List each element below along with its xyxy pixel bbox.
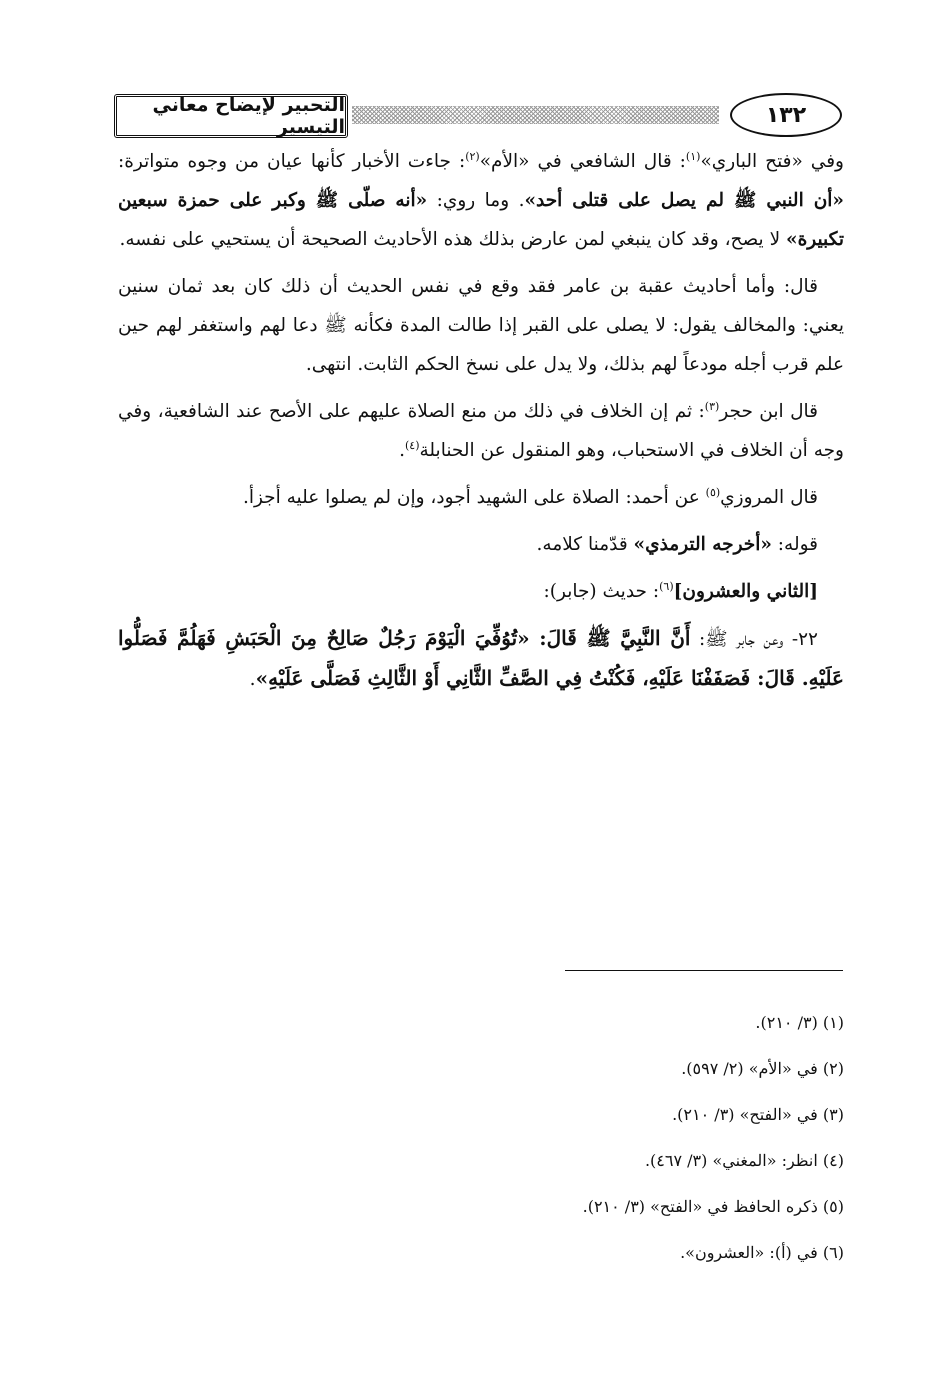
text-run: . bbox=[399, 440, 405, 461]
footnote-ref-3: (٣) bbox=[704, 399, 720, 413]
text-run: : حديث (جابر): bbox=[543, 581, 660, 602]
text-run: : جاءت الأخبار كأنها عيان من وجوه متواترة: bbox=[118, 151, 466, 172]
text-run: : قال الشافعي في «الأم» bbox=[479, 151, 686, 172]
quoted-hadith: «أن النبي ﷺ لم يصل على قتلى أحد» bbox=[524, 190, 844, 211]
paragraph-7 bbox=[118, 619, 844, 699]
text-run: : ثم إن الخلاف في ذلك من منع الصلاة عليهم على الأصح عند الشافعية، وفي وجه أن الخلاف في الاستحباب، وهو المنقول عن الحنابلة bbox=[118, 401, 844, 461]
header-hatch-band bbox=[352, 106, 719, 124]
paragraph-2: قال: وأما أحاديث عقبة بن عامر فقد وقع في نفس الحديث أن ذلك كان بعد ثمان سنين يعني: والمخالف يقول: لا يصلى على القبر إذا طالت المدة فكأنه ﷺ دعا لهم واستغفر لهم حين علم قرب أجله مودعاً لهم بذلك، ولا يدل على نسخ الحكم الثابت. انتهى. bbox=[118, 276, 844, 375]
text-run: قوله: bbox=[771, 534, 818, 555]
text-run: قال ابن حجر bbox=[719, 401, 818, 422]
footnote-separator bbox=[565, 970, 843, 971]
section-heading: [الثاني والعشرون] bbox=[673, 581, 818, 602]
text-run: قال المروزي bbox=[720, 487, 818, 508]
text-run: عن أحمد: الصلاة على الشهيد أجود، وإن لم يصلوا عليه أجزأ. bbox=[242, 487, 706, 508]
footnote-ref-4: (٤) bbox=[404, 438, 420, 452]
main-text bbox=[118, 142, 844, 699]
paragraph-4 bbox=[118, 478, 844, 517]
page-number: ١٣٢ bbox=[730, 93, 842, 137]
footnote-6: (٦) في (أ): «العشرون». bbox=[680, 1243, 844, 1262]
footnote-ref-2: (٢) bbox=[465, 149, 480, 163]
footnote-ref-1: (١) bbox=[685, 149, 701, 163]
quoted-source: «أخرجه الترمذي» bbox=[633, 534, 772, 555]
text-run: ٢٢- وعن جابر ﷺ: bbox=[690, 629, 818, 650]
footnote-ref-5: (٥) bbox=[705, 485, 721, 499]
paragraph-6 bbox=[118, 572, 844, 611]
footnote-ref-6: (٦) bbox=[659, 579, 674, 593]
running-header bbox=[112, 92, 844, 142]
footnote-5: (٥) ذكره الحافظ في «الفتح» (٣/ ٢١٠). bbox=[582, 1197, 844, 1216]
paragraph-3 bbox=[118, 392, 844, 470]
text-run: وفي «فتح الباري» bbox=[700, 151, 844, 172]
paragraph-5 bbox=[118, 525, 844, 564]
footnote-3: (٣) في «الفتح» (٣/ ٢١٠). bbox=[672, 1105, 844, 1124]
footnote-4: (٤) انظر: «المغني» (٣/ ٤٦٧). bbox=[644, 1151, 844, 1170]
text-run: لا يصح، وقد كان ينبغي لمن عارض بذلك هذه الأحاديث الصحيحة أن يستحيي على نفسه. bbox=[119, 229, 786, 250]
quoted-hadith: «أنه صلّى ﷺ وكبر على حمزة سبعين تكبيرة» bbox=[118, 190, 844, 250]
book-title: التحبير لإيضاح معاني التيسير bbox=[114, 94, 348, 138]
text-run: . bbox=[249, 669, 256, 690]
paragraph-1 bbox=[118, 142, 844, 259]
text-run: . وما روي: bbox=[427, 190, 525, 211]
footnotes bbox=[300, 1000, 844, 1276]
hadith-text: أَنَّ النَّبِيَّ ﷺ قَالَ: «تُوُفِّيَ الْيَوْمَ رَجُلٌ صَالِحٌ مِنَ الْحَبَشِ فَهَلُمَّ فَصَلُّوا عَلَيْهِ. قَالَ: فَصَفَفْنَا عَلَيْهِ، فَكُنْتُ فِي الصَّفِّ الثَّانِي أَوْ الثَّالِثِ فَصَلَّى عَلَيْهِ» bbox=[118, 626, 844, 690]
text-run: قدّمنا كلامه. bbox=[536, 534, 634, 555]
footnote-1: (١) (٣/ ٢١٠). bbox=[755, 1013, 844, 1032]
footnote-2: (٢) في «الأم» (٢/ ٥٩٧). bbox=[681, 1059, 844, 1078]
